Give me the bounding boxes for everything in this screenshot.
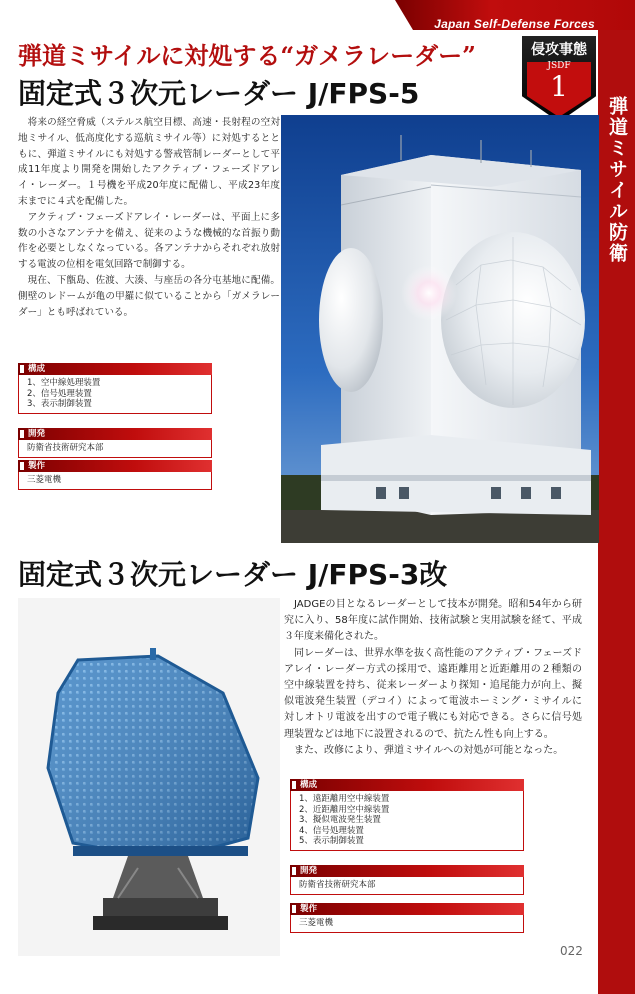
manufacture-header: 製作 <box>290 903 524 915</box>
composition-list <box>18 375 212 414</box>
section1-composition-box <box>18 363 212 414</box>
development-header: 開発 <box>290 865 524 877</box>
section2-paragraph: 同レーダーは、世界水準を抜く高性能のアクティブ・フェーズドアレイ・レーダー方式の採用で、遠距離用と近距離用の２種類の空中線装置を持ち、従来レーダーより探知・追尾能力が向上、擬似電波発生装置（デコイ）によって電波ホーミング・ミサイルに対しオトリ電波を出すので電子戦にも対応できる。さらに信号処理装置などは地下に設置されるので、抗たん性も向上する。 <box>284 647 582 740</box>
side-label: 弾道ミサイル防衛 <box>606 96 628 264</box>
badge-title: 侵攻事態 <box>531 42 587 58</box>
manufacture-value: 三菱電機 <box>18 472 212 490</box>
banner-text: Japan Self-Defense Forces <box>434 17 595 31</box>
list-item: 4、信号処理装置 <box>299 825 364 836</box>
section1-paragraph: 将来の経空脅威（ステルス航空目標、高速・長射程の空対地ミサイル、低高度化する巡航ミサイル等）に対処するとともに、弾道ミサイルにも対処する警戒管制レーダーとして平成11年度より開発を開始したアクティブ・フェーズドアレイ・レーダー。１号機を平成20年度に配備し、平成23年度末までに４式を配備した。 <box>18 117 280 207</box>
development-header: 開発 <box>18 428 212 440</box>
section1-paragraph: 現在、下甑島、佐渡、大湊、与座岳の各分屯基地に配備。側壁のレドームが亀の甲羅に似ていることから「ガメラレーダー」とも呼ばれている。 <box>18 274 280 318</box>
list-item: 3、表示制御装置 <box>27 399 92 409</box>
section2-body <box>284 597 582 759</box>
section2-title: 固定式３次元レーダー J/FPS-3改 <box>18 558 448 591</box>
section1-kicker: 弾道ミサイルに対処する“ガメラレーダー” <box>18 41 476 70</box>
section2-paragraph: また、改修により、弾道ミサイルへの対処が可能となった。 <box>294 744 564 756</box>
section2-manufacture-box <box>290 903 524 933</box>
list-item: 1、空中線処理装置 <box>27 378 101 388</box>
list-item: 5、表示制御装置 <box>299 836 364 846</box>
composition-list <box>290 791 524 851</box>
section1-paragraph: アクティブ・フェーズドアレイ・レーダーは、平面上に多数の小さなアンテナを備え、従来のような機械的な首振り動作を必要としなくなっている。各アンテナからそれぞれ放射する電波の位相を電気回路で制御する。 <box>18 211 280 271</box>
page-number: 022 <box>560 944 583 958</box>
jfps5-photo <box>281 115 599 543</box>
development-value: 防衛省技術研究本部 <box>290 877 524 895</box>
section2-development-box <box>290 865 524 895</box>
composition-header: 構成 <box>18 363 212 375</box>
section1-title: 固定式３次元レーダー J/FPS-5 <box>18 77 420 110</box>
section2-paragraph: JADGEの目となるレーダーとして技本が開発。昭和54年から研究に入り、58年度に試作開始、技術試験と実用試験を経て、平成３年度来備化された。 <box>284 599 582 643</box>
section1-body <box>18 115 280 320</box>
list-item: 2、近距離用空中線装置 <box>299 804 390 815</box>
section1-development-box <box>18 428 212 458</box>
list-item: 2、信号処理装置 <box>27 388 92 399</box>
badge-subtitle: JSDF <box>547 61 571 71</box>
list-item: 3、擬似電波発生装置 <box>299 815 381 825</box>
section2-composition-box <box>290 779 524 851</box>
list-item: 1、遠距離用空中線装置 <box>299 794 390 804</box>
badge-number: 1 <box>550 70 568 103</box>
development-value: 防衛省技術研究本部 <box>18 440 212 458</box>
jfps3-photo <box>18 598 280 956</box>
manufacture-value: 三菱電機 <box>290 915 524 933</box>
section1-manufacture-box <box>18 460 212 490</box>
manufacture-header: 製作 <box>18 460 212 472</box>
composition-header: 構成 <box>290 779 524 791</box>
